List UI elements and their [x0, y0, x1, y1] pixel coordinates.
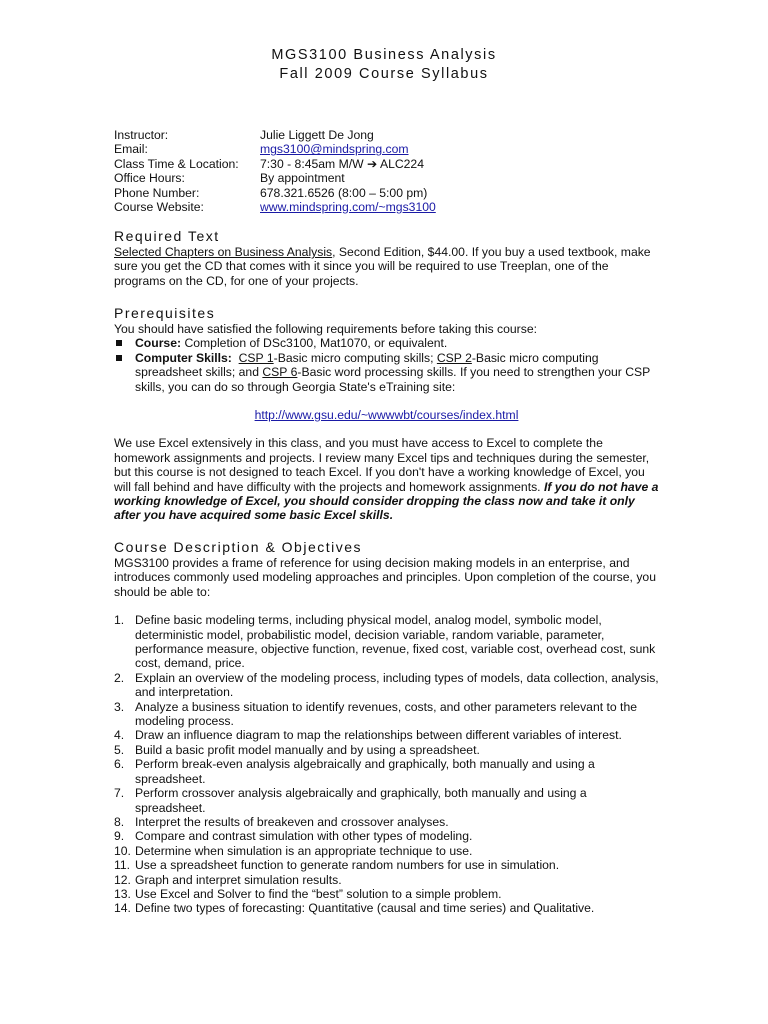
- skills-prereq: [135, 351, 659, 394]
- item-text: Use a spreadsheet function to generate random numbers for use in simulation.: [135, 858, 560, 873]
- course-description-intro: MGS3100 provides a frame of reference for using decision making models in an enterprise, and introduces commonly used modeling approaches and principles. Upon completion of the course, you should be able to:: [114, 556, 656, 599]
- class-time-value: 7:30 - 8:45am M/W ➔ ALC224: [260, 156, 424, 171]
- csp6-link[interactable]: CSP 6: [262, 365, 298, 380]
- bullet-body: -Basic micro computing skills;: [273, 350, 437, 365]
- bullet-icon: [114, 336, 135, 350]
- list-item: [114, 757, 659, 786]
- bullet-label: Course:: [135, 336, 182, 351]
- csp2-link[interactable]: CSP 2: [436, 350, 472, 365]
- list-item: [114, 815, 659, 829]
- excel-warning: If you do not have a working knowledge of Excel, you should consider dropping the class now and take it only after you have acquired some basic Excel skills.: [114, 479, 659, 523]
- list-item: [114, 351, 659, 394]
- list-item: [114, 671, 659, 700]
- info-label: Phone Number:: [114, 185, 200, 200]
- list-item: [114, 743, 659, 757]
- item-text: Compare and contrast simulation with other types of modeling.: [135, 829, 473, 844]
- item-text: Use Excel and Solver to find the “best” solution to a simple problem.: [135, 886, 502, 901]
- item-number: 9.: [114, 829, 125, 844]
- item-number: 5.: [114, 742, 125, 757]
- item-number: 8.: [114, 814, 125, 829]
- prerequisites-intro: You should have satisfied the following requirements before taking this course:: [114, 322, 537, 336]
- list-item: [114, 700, 659, 729]
- item-number: 10.: [114, 843, 131, 858]
- item-text: Explain an overview of the modeling process, including types of models, data collection, analysis, and interpretation.: [135, 670, 659, 700]
- item-number: 7.: [114, 786, 125, 801]
- required-text-paragraph: [114, 245, 659, 288]
- item-text: Determine when simulation is an appropriate technique to use.: [135, 843, 473, 858]
- item-number: 6.: [114, 757, 125, 772]
- item-number: 4.: [114, 728, 125, 743]
- info-row-email: [114, 142, 436, 156]
- info-label: Instructor:: [114, 128, 169, 142]
- item-number: 11.: [114, 858, 131, 873]
- email-link[interactable]: mgs3100@mindspring.com: [260, 142, 409, 157]
- course-description-section: [114, 539, 659, 916]
- info-label: Office Hours:: [114, 171, 185, 186]
- bullet-body: Completion of DSc3100, Mat1070, or equivalent.: [181, 336, 448, 351]
- list-item: [114, 613, 659, 671]
- list-item: [114, 901, 659, 915]
- item-text: Draw an influence diagram to map the relationships between different variables of interest.: [135, 728, 622, 743]
- info-label: Class Time & Location:: [114, 156, 239, 171]
- list-item: [114, 873, 659, 887]
- required-text-body: , Second Edition, $44.00. If you buy a used textbook, make sure you get the CD that comes with it since you will be required to use Treeplan, one of the programs on the CD, for one of your projects.: [114, 245, 651, 288]
- term-title: Fall 2009 Course Syllabus: [279, 66, 489, 82]
- section-heading: Prerequisites: [114, 305, 216, 321]
- course-title: MGS3100 Business Analysis: [271, 47, 497, 63]
- section-heading: Course Description & Objectives: [114, 539, 363, 555]
- info-row-office-hours: [114, 171, 436, 185]
- instructor-name: Julie Liggett De Jong: [260, 128, 374, 142]
- excel-body: We use Excel extensively in this class, and you must have access to Excel to complete the homework assignments and projects. I review many Excel tips and techniques during the semester, but this course is not designed to teach Excel. If you don't have a working knowledge of Excel, you will fall behind and have difficulty with the projects and homework assignments.: [114, 436, 650, 494]
- prerequisites-section: [114, 305, 659, 523]
- info-row-phone: [114, 186, 436, 200]
- phone-value: 678.321.6526 (8:00 – 5:00 pm): [260, 185, 428, 200]
- required-text-section: [114, 228, 659, 288]
- bullet-label: Computer Skills:: [135, 350, 232, 365]
- csp1-link[interactable]: CSP 1: [238, 350, 274, 365]
- excel-paragraph: [114, 436, 659, 522]
- item-text: Build a basic profit model manually and by using a spreadsheet.: [135, 742, 480, 757]
- info-label: Course Website:: [114, 199, 204, 214]
- item-text: Perform crossover analysis algebraically and graphically, both manually and using a spreadsheet.: [135, 786, 587, 815]
- item-text: Analyze a business situation to identify revenues, costs, and other parameters relevant to the modeling process.: [135, 699, 638, 729]
- bullet-body: -Basic word processing skills. If you need to strengthen your CSP skills, you can do so through Georgia State's eTraining site:: [135, 365, 651, 394]
- bullet-icon: [114, 351, 135, 394]
- item-text: Define two types of forecasting: Quantitative (causal and time series) and Qualitative.: [135, 901, 595, 916]
- item-text: Interpret the results of breakeven and crossover analyses.: [135, 814, 449, 829]
- item-number: 2.: [114, 670, 125, 685]
- item-number: 1.: [114, 613, 125, 628]
- list-item: [114, 829, 659, 843]
- section-heading: Required Text: [114, 228, 220, 244]
- list-item: [114, 728, 659, 742]
- list-item: [114, 858, 659, 872]
- info-row-website: [114, 200, 436, 214]
- document-title: [0, 46, 768, 84]
- list-item: [114, 336, 659, 350]
- course-info-table: [114, 128, 436, 214]
- info-row-instructor: [114, 128, 436, 142]
- item-number: 12.: [114, 872, 131, 887]
- item-text: Perform break-even analysis algebraically and graphically, both manually and using a spreadsheet.: [135, 757, 595, 786]
- etraining-url-line: [114, 408, 659, 422]
- item-number: 13.: [114, 886, 131, 901]
- course-prereq: [135, 336, 659, 350]
- bullet-body: -Basic micro computing spreadsheet skills; and: [135, 350, 599, 380]
- item-text: Graph and interpret simulation results.: [135, 872, 342, 887]
- list-item: [114, 844, 659, 858]
- item-number: 3.: [114, 699, 125, 714]
- list-item: [114, 786, 659, 815]
- textbook-title: Selected Chapters on Business Analysis: [114, 245, 333, 259]
- item-number: 14.: [114, 901, 131, 916]
- office-hours-value: By appointment: [260, 171, 345, 186]
- website-link[interactable]: www.mindspring.com/~mgs3100: [260, 199, 436, 214]
- item-text: Define basic modeling terms, including physical model, analog model, symbolic model, deterministic model, probabilistic model, decision variable, random variable, parameter, performance measure, objective function, revenue, fixed cost, variable cost, overhead cost, sunk cost, demand, price.: [135, 613, 656, 671]
- list-item: [114, 887, 659, 901]
- info-row-class-time: [114, 157, 436, 171]
- objectives-list: [114, 613, 659, 916]
- info-label: Email:: [114, 142, 148, 157]
- etraining-link[interactable]: http://www.gsu.edu/~wwwwbt/courses/index.html: [254, 408, 519, 423]
